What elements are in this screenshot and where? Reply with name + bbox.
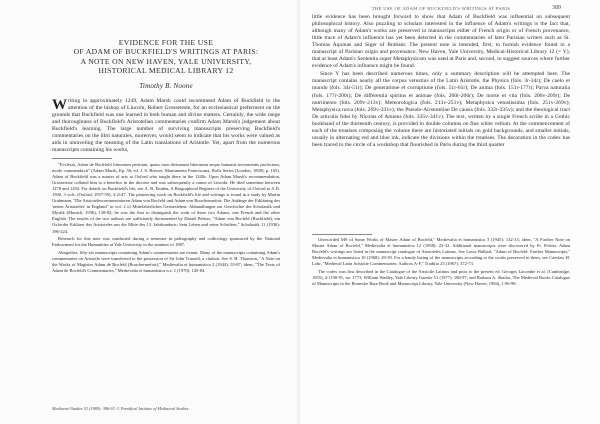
running-head: THE USE OF ADAM OF BUCKFIELD'S WRITINGS AT PARIS [371,6,511,11]
right-body-text [312,14,570,150]
right-footnotes [312,237,570,288]
title-line: EVIDENCE FOR THE USE [118,38,214,47]
title-line: OF ADAM OF BUCKFIELD'S WRITINGS AT PARIS: [73,47,259,57]
footnote-2: Altogether, fifty-six manuscripts containing Adam's commentaries are extant. Many of the manuscripts containing Adam's commentaries on Aristotle were transferred to the possession of Sir John Trussell, a citation. See S. H. Thomson, "A Note on the Works of Magister Adam de Bocfeld (Bouchermefort)," Medievalia et humanistica 2 (1944): 55-87; idem, "The Texts of Adam de Bocfeld's Commentaries," Medievalia et humanistica n.s. 1 (1970): 145-84. [52,249,280,273]
footnote-1: "Ecclesia, Adam de Bockfeld litterarum peritiam, quam cum divinarum litterarum aeque humanis incrementis profectum, modo commendavit" (Adam Marsh, Ep. 56; ed. J. S. Brewer, Monumenta Franciscana, Rolls Series [London, 1858], p. 165). Adam of Buckfield was a master of arts at Oxford who taught there in the 1240s. Upon Adam Marsh's recommendation, Grosseteste collated him to a benefice in the diocese and was subsequently a canon of Lincoln. He died sometime between 1278 and 1294. For details on Buckfield's life, see A. B. Emden, A Biographical Register of the University of Oxford to A.D. 1500, 3 vols. (Oxford, 1957-59), 3:2147. The pioneering work on Buckfield's life and writings is found in a study by Martin Grabmann, "Die Aristotelescommentatoren Adam von Bocfeld und Adam von Bouchermefort: Die Anfänge der Erklärung des 'neuen Aristoteles' in England" in vol. 2 of Mittelalterliches Geistesleben: Abhandlungen zur Geschichte der Scholastik und Mystik (Munich, 1936), 138-82; he was the first to distinguish the work of these two Adams, one French and the other English. The results of the two authors are sufficiently documented by Daniel Pelster, "Adam von Bocfeld (Buckfield), ein Oxforder Erklärer des Aristoteles um die Mitte des 13. Jahrhunderts: Sein Leben und seine Schriften," Scholastik 11 (1936): 196-224. [52,162,280,234]
author-name: Timothy B. Noone [139,81,193,90]
article-title [52,38,280,76]
journal-citation: Mediaeval Studies 51 (1989): 386-93. © Pontifical Institute of Mediaeval Studies. [52,406,190,411]
left-page-content [52,38,280,275]
right-footnote-rule [312,234,372,235]
title-line: A NOTE ON NEW HAVEN, YALE UNIVERSITY, [80,56,252,66]
footnote-rule [52,158,112,159]
footnote-research-note: Research for this note was conducted during a semester in paleography and codicology sponsored by the National Endowment for the Humanities at Yale University in the summer of 1987. [52,236,280,248]
right-paragraph-2: Since Y has been described numerous times, only a summary description will be attempted here. The manuscript contains nearly all the corpus vetustius of the Latin Aristotle, the Physica (fols. 3r-34r); De caelo et mundo (fols. 34r-51r); De generatione et corruptione (fols. 51r-61r); De anima (fols. 151r-177r); Parva naturalia (fols. 177r-200r); De differentia spiritus et animae (fols. 200r-206r); De morte et vita (fols. 206v-209r); De nutrimento (fols. 209v-213v); Meteorologica (fols. 213v-251v); Metaphysica vetustissima (fols. 251v-269v); Metaphysica nova (fols. 269v-331v); the Pseudo-Aristotelian De causis (fols. 332r-335v); and the theological tract De articulis fidei by Nicolas of Amiens (fols. 335v-341v). The text, written by a single French scribe in a Gothic bookhand of the thirteenth century, is provided in double columns on fine white vellum. At the commencement of each of the treatises composing the volume there are historiated initials on gold backgrounds, and smaller initials, usually in alternating red and blue ink, indicate the divisions within the treatises. The decoration in the codex has been traced to the circle of a workshop that flourished in Paris during the third quarter [312,71,570,148]
opening-paragraph [52,98,280,154]
page-number: 389 [552,5,561,11]
footnote-3: The codex was first described in the Catalogue of the Aristotle Latinus and prior to the present ed. Georges Lacombe et al. (Cambridge, 1955), 2:1190-91, no. 1773; William Wadley, Yale Library Gazette 51 (1977): 186-97; and Barbara A. Shailor, The Medieval Books Catalogue of Manuscripts in the Beinecke Rare Book and Manuscript Library, Yale University (New Haven, 1984), 1:96-98. [312,268,570,286]
opening-paragraph-text: riting in approximately 1249, Adam Marsh could recommend Adam of Buckfield to the attention of the bishop of Lincoln, Robert Grosseteste, for an ecclesiastical preferment on the grounds that Buckfield was one learned in both human and divine matters. Certainly, the wide range and thoroughness of Buckfield's Aristotelian commentaries confirm Adam Marsh's judgement about Buckfield's learning. The large number of surviving manuscripts preserving Buckfield's commentaries on the libri naturales, moreover, would seem to indicate that his works were valued as aids in unraveling the meaning of the Latin translations of Aristotle. Yet, apart from the numerous manuscripts containing his works, [52,97,280,153]
right-paragraph-1: little evidence has been brought forward to show that Adam of Buckfield was influential on subsequent philosophical history. Also puzzling to scholars interested in the influence of Adam's writings is the fact that, although many of Adam's works are preserved in manuscripts either of French origin or of French provenance, little trace of Adam's influence has yet been detected in the commentaries of later Parisian writers such as St. Thomas Aquinas and Siger of Brabant. The present note is intended, first, to furnish evidence found in a manuscript of Parisian origin and provenance, New Haven, Yale University, Medical-Historical Library 12 (= Y), that at least Adam's Sententia super Metaphysicam was used at Paris and, second, to suggest sources where further evidence of Adam's influence might be found. [312,14,570,70]
drop-cap: W [52,96,67,113]
title-line: HISTORICAL MEDICAL LIBRARY 12 [98,66,234,76]
footnote-continued: Unrecorded MS of Some Works of Master Adam of Bocfeld," Medievalia et humanistica 3 (1945): 132-33; idem, "A Further Note on Master Adam of Bocfeld," Medievalia et humanistica 12 (1958): 23-32. Additional manuscripts were discovered by Fr. Pelster. Adam Bocfeld's writings are listed in the manuscript catalogue of Aristoteles Latinus. See Lucia Ballard, "Adam of Bocfeld: Further Manuscripts," Medievalia et humanistica 10 (1968): 29-39. For a handy listing of the manuscripts according to the works preserved in them, see Czeslaw H. Lohr, "Medieval Latin Aristotle Commentaries: Authors A-F," Traditio 23 (1967): 372-73. [312,237,570,267]
